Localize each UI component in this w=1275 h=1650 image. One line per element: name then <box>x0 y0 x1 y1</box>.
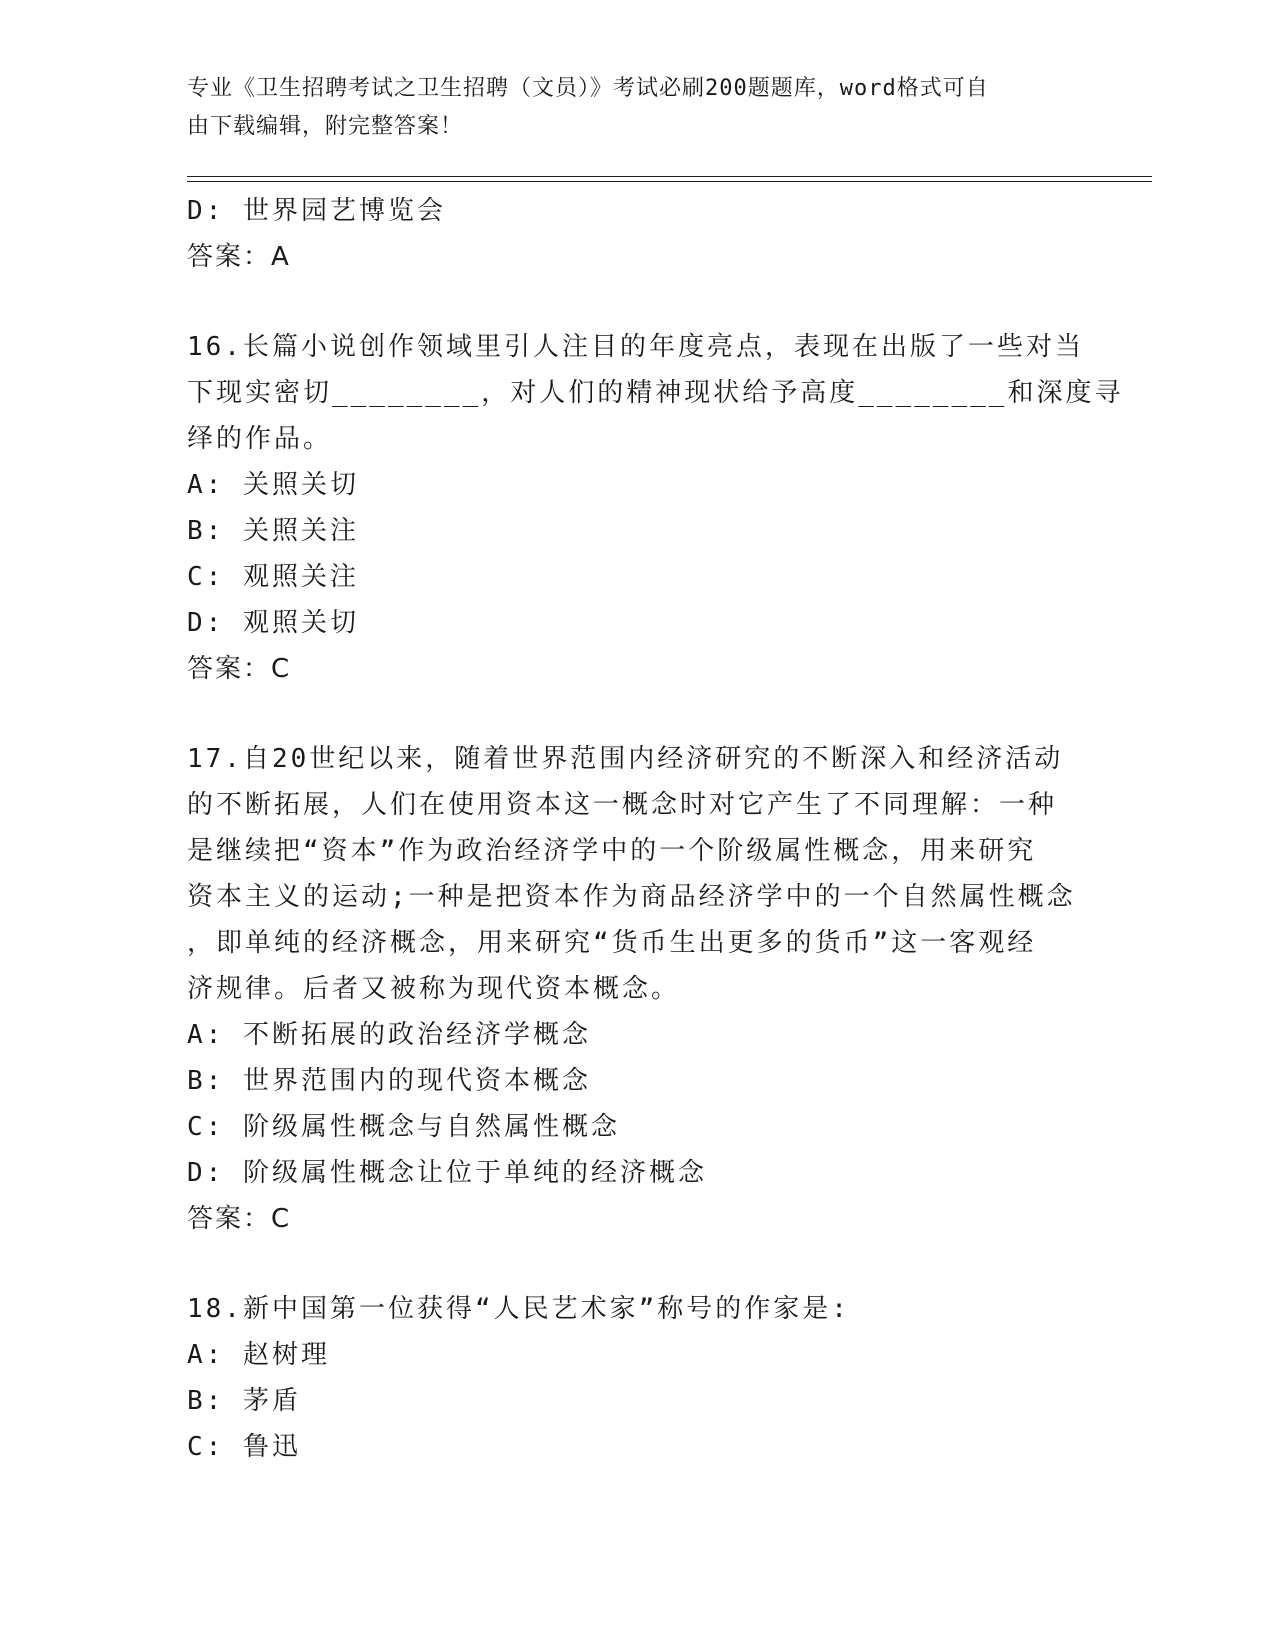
question-stem-line: 济规律。后者又被称为现代资本概念。 <box>187 974 681 1004</box>
question-stem-line: 资本主义的运动;一种是把资本作为商品经济学中的一个自然属性概念 <box>187 882 1076 912</box>
option-b: B: 世界范围内的现代资本概念 <box>187 1066 591 1096</box>
answer-line: 答案：A <box>187 242 291 272</box>
header-rule-top <box>187 176 1152 177</box>
spacer <box>187 1242 1087 1286</box>
option-d: D: 阶级属性概念让位于单纯的经济概念 <box>187 1158 707 1188</box>
question-stem-line: ，即单纯的经济概念，用来研究“货币生出更多的货币”这一客观经 <box>187 928 1037 958</box>
option-b: B: 茅盾 <box>187 1386 301 1416</box>
option-a: A: 不断拓展的政治经济学概念 <box>187 1020 591 1050</box>
question-stem-line: 18.新中国第一位获得“人民艺术家”称号的作家是: <box>187 1294 850 1324</box>
option-c: C: 观照关注 <box>187 562 359 592</box>
header-rule-bottom <box>187 181 1152 182</box>
option-c: C: 鲁迅 <box>187 1432 301 1462</box>
question-stem-line: 下现实密切________，对人们的精神现状给予高度________和深度寻 <box>187 378 1124 408</box>
question-stem-line: 是继续把“资本”作为政治经济学中的一个阶级属性概念，用来研究 <box>187 836 1037 866</box>
option-a: A: 赵树理 <box>187 1340 330 1370</box>
option-c: C: 阶级属性概念与自然属性概念 <box>187 1112 620 1142</box>
answer-line: 答案：C <box>187 1204 292 1234</box>
option-a: A: 关照关切 <box>187 470 359 500</box>
question-stem-line: 绎的作品。 <box>187 424 333 454</box>
previous-question-tail <box>187 188 1087 280</box>
question-stem-line: 的不断拓展，人们在使用资本这一概念时对它产生了不同理解：一种 <box>187 790 1058 820</box>
question-17 <box>187 736 1087 1242</box>
option-d: D: 观照关切 <box>187 608 359 638</box>
spacer <box>187 692 1087 736</box>
question-18 <box>187 1286 1087 1470</box>
question-16 <box>187 324 1124 692</box>
page-header <box>187 70 1067 146</box>
question-stem-line: 17.自20世纪以来，随着世界范围内经济研究的不断深入和经济活动 <box>187 744 1064 774</box>
header-line-2: 由下载编辑，附完整答案！ <box>187 114 464 139</box>
spacer <box>187 280 1087 324</box>
header-line-1: 专业《卫生招聘考试之卫生招聘（文员）》考试必刷200题题库，word格式可自 <box>187 76 989 101</box>
question-content <box>187 188 1124 1470</box>
question-stem-line: 16.长篇小说创作领域里引人注目的年度亮点，表现在出版了一些对当 <box>187 332 1084 362</box>
option-d: D: 世界园艺博览会 <box>187 196 446 226</box>
answer-line: 答案：C <box>187 654 292 684</box>
option-b: B: 关照关注 <box>187 516 359 546</box>
